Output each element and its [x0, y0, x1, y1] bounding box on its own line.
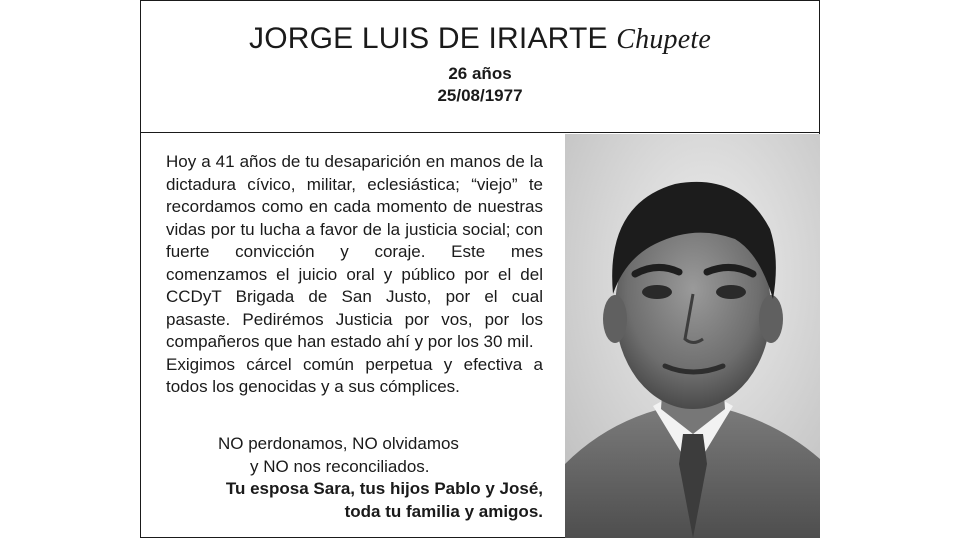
age: 26 años — [448, 64, 512, 83]
closing-line-2: y NO nos reconciliados. — [250, 456, 430, 476]
closing-block — [166, 433, 543, 523]
name-line — [141, 21, 819, 58]
portrait-photo — [565, 134, 820, 538]
message-body — [166, 151, 543, 399]
disappearance-date: 25/08/1977 — [437, 86, 523, 105]
closing-line-1: NO perdonamos, NO olvidamos — [218, 434, 459, 453]
notice-header — [141, 1, 819, 133]
memorial-notice — [140, 0, 820, 538]
signature-line-1: Tu esposa Sara, tus hijos Pablo y José, — [225, 479, 543, 498]
full-name: JORGE LUIS DE IRIARTE — [249, 22, 608, 55]
portrait-illustration — [565, 134, 820, 538]
nickname: Chupete — [616, 24, 711, 55]
message-paragraph-1: Hoy a 41 años de tu desaparición en manos de la dictadura cívico, militar, eclesiástica; “viejo” te recordamos como en cada momento de nuestras vidas por tu lucha a favor de la justicia social; con fuerte convicción y coraje. Este mes comenzamos el juicio oral y público por el del CCDyT Brigada de San Justo, por el cual pasaste. Pedirémos Justicia por vos, por los compañeros que han estado ahí y por los 30 mil. — [166, 152, 543, 351]
signature-line-2: toda tu familia y amigos. — [344, 501, 543, 521]
message-paragraph-2: Exigimos cárcel común perpetua y efectiva a todos los genocidas y a sus cómplices. — [166, 354, 543, 396]
